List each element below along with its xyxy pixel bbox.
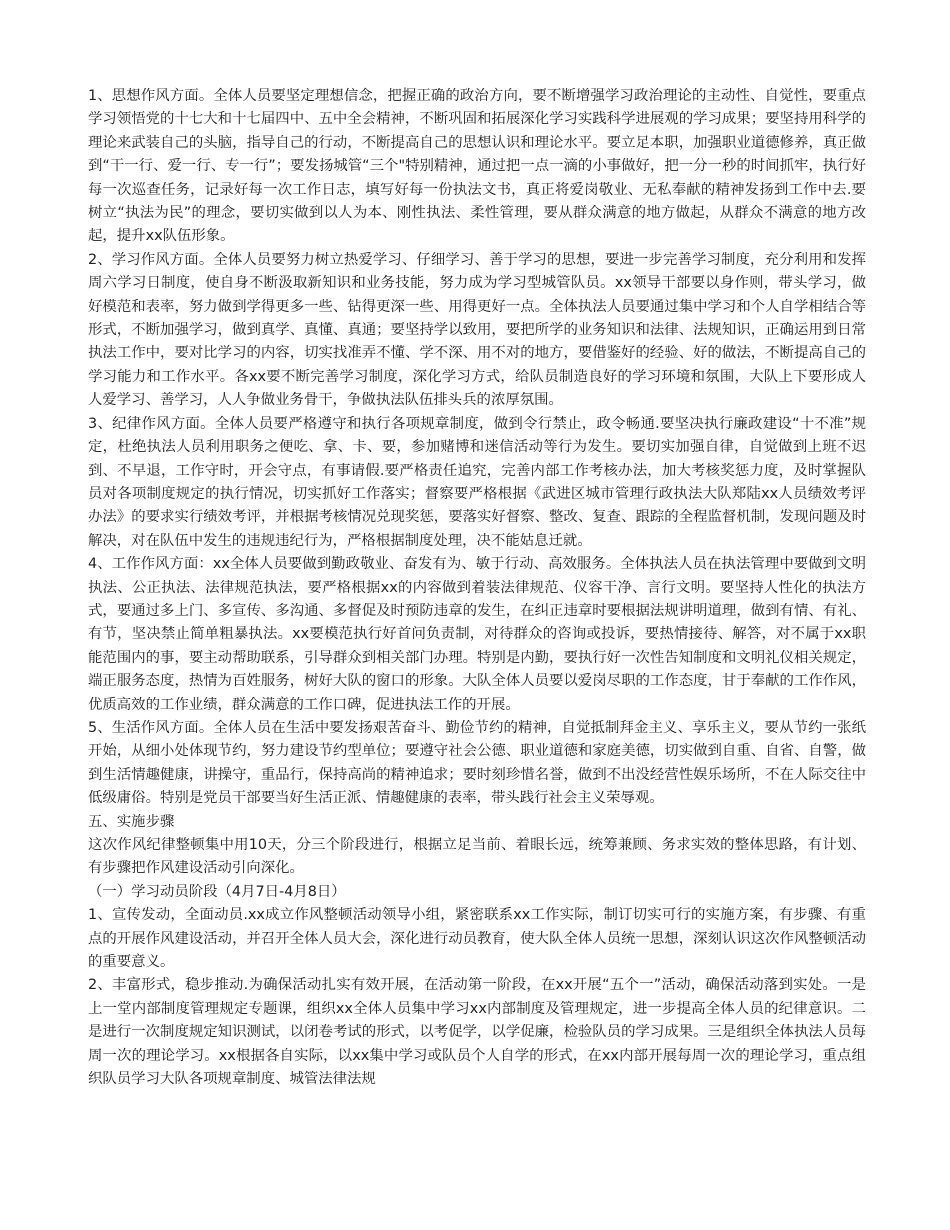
paragraph-overview: 这次作风纪律整顿集中用10天，分三个阶段进行，根据立足当前、着眼长远，统筹兼顾、务求实效的整体思路，有计划、有步骤把作风建设活动引向深化。 xyxy=(88,837,866,877)
paragraph-forms: 2、丰富形式，稳步推动.为确保活动扎实有效开展，在活动第一阶段，在xx开展“五个一”活动，确保活动落到实处。一是上一堂内部制度管理规定专题课，组织xx全体人员集中学习xx内部制度及管理规定，进一步提高全体人员的纪律意识。二是进行一次制度规定知识测试，以闭卷考试的形式，以考促学，以学促廉，检验队员的学习成果。三是组织全体执法人员每周一次的理论学习。xx根据各自实际，以xx集中学习或队员个人自学的形式，在xx内部开展每周一次的理论学习，重点组织队员学习大队各项规章制度、城管法律法规 xyxy=(88,977,866,1088)
subsection-heading-mobilization: （一）学习动员阶段（4月7日-4月8日） xyxy=(88,883,346,900)
paragraph-study: 2、学习作风方面。全体人员要努力树立热爱学习、仔细学习、善于学习的思想，要进一步完善学习制度，充分利用和发挥周六学习日制度，使自身不断汲取新知识和业务技能，努力成为学习型城管队员。xx领导干部要以身作则，带头学习，做好模范和表率，努力做到学得更多一些、钻得更深一些、用得更好一点。全体执法人员要通过集中学习和个人自学相结合等形式，不断加强学习，做到真学、真懂、真通；要坚持学以致用，要把所学的业务知识和法律、法规知识，正确运用到日常执法工作中，要对比学习的内容，切实找准弄不懂、学不深、用不对的地方，要借鉴好的经验、好的做法，不断提高自己的学习能力和工作水平。各xx要不断完善学习制度，深化学习方式，给队员制造良好的学习环境和氛围，大队上下要形成人人爱学习、善学习，人人争做业务骨干，争做执法队伍排头兵的浓厚氛围。 xyxy=(88,251,866,409)
paragraph-publicity: 1、宣传发动，全面动员.xx成立作风整顿活动领导小组，紧密联系xx工作实际，制订切实可行的实施方案，有步骤、有重点的开展作风建设活动，并召开全体人员大会，深化进行动员教育，使大队全体人员统一思想，深刻认识这次作风整顿活动的重要意义。 xyxy=(88,907,866,971)
section-heading-implementation: 五、实施步骤 xyxy=(88,813,175,830)
paragraph-discipline: 3、纪律作风方面。全体人员要严格遵守和执行各项规章制度，做到令行禁止，政令畅通.要坚决执行廉政建设“十不准”规定，杜绝执法人员利用职务之便吃、拿、卡、要，参加赌博和迷信活动等行为发生。要切实加强自律，自觉做到上班不迟到、不早退，工作守时，开会守点，有事请假.要严格责任追究，完善内部工作考核办法，加大考核奖惩力度，及时掌握队员对各项制度规定的执行情况，切实抓好工作落实；督察要严格根据《武进区城市管理行政执法大队郑陆xx人员绩效考评办法》的要求实行绩效考评，并根据考核情况兑现奖惩，要落实好督察、整改、复查、跟踪的全程监督机制，发现问题及时解决，对在队伍中发生的违规违纪行为，严格根据制度处理，决不能姑息迁就。 xyxy=(88,415,866,549)
paragraph-life: 5、生活作风方面。全体人员在生活中要发扬艰苦奋斗、勤俭节约的精神，自觉抵制拜金主义、享乐主义，要从节约一张纸开始，从细小处体现节约，努力建设节约型单位；要遵守社会公德、职业道德和家庭美德，切实做到自重、自省、自警，做到生活情趣健康，讲操守，重品行，保持高尚的精神追求；要时刻珍惜名誉，做到不出没经营性娱乐场所，不在人际交往中低级庸俗。特别是党员干部要当好生活正派、情趣健康的表率，带头践行社会主义荣辱观。 xyxy=(88,719,866,807)
document-body xyxy=(88,85,866,1091)
paragraph-work: 4、工作作风方面：xx全体人员要做到勤政敬业、奋发有为、敏于行动、高效服务。全体执法人员在执法管理中要做到文明执法、公正执法、法律规范执法，要严格根据xx的内容做到着装法律规范、仪容干净、言行文明。要坚持人性化的执法方式，要通过多上门、多宣传、多沟通、多督促及时预防违章的发生，在纠正违章时要根据法规讲明道理，做到有情、有礼、有节，坚决禁止简单粗暴执法。xx要模范执行好首问负责制，对待群众的咨询或投诉，要热情接待、解答，对不属于xx职能范围内的事，要主动帮助联系，引导群众到相关部门办理。特别是内勤，要执行好一次性告知制度和文明礼仪相关规定，端正服务态度，热情为百姓服务，树好大队的窗口的形象。大队全体人员要以爱岗尽职的工作态度，甘于奉献的工作作风，优质高效的工作业绩，群众满意的工作口碑，促进执法工作的开展。 xyxy=(88,556,866,713)
paragraph-ideology: 1、思想作风方面。全体人员要坚定理想信念，把握正确的政治方向，要不断增强学习政治理论的主动性、自觉性，要重点学习领悟党的十七大和十七届四中、五中全会精神，不断巩固和拓展深化学习实践科学进展观的学习成果；要坚持用科学的理论来武装自己的头脑，指导自己的行动，不断提高自己的思想认识和理论水平。要立足本职，加强职业道德修养，真正做到“干一行、爱一行、专一行”；要发扬城管“三个"特别精神，通过把一点一滴的小事做好，把一分一秒的时间抓牢，执行好每一次巡查任务，记录好每一次工作日志，填写好每一份执法文书，真正将爱岗敬业、无私奉献的精神发扬到工作中去.要树立“执法为民”的理念，要切实做到以人为本、刚性执法、柔性管理，要从群众满意的地方做起，从群众不满意的地方改起，提升xx队伍形象。 xyxy=(88,88,866,245)
